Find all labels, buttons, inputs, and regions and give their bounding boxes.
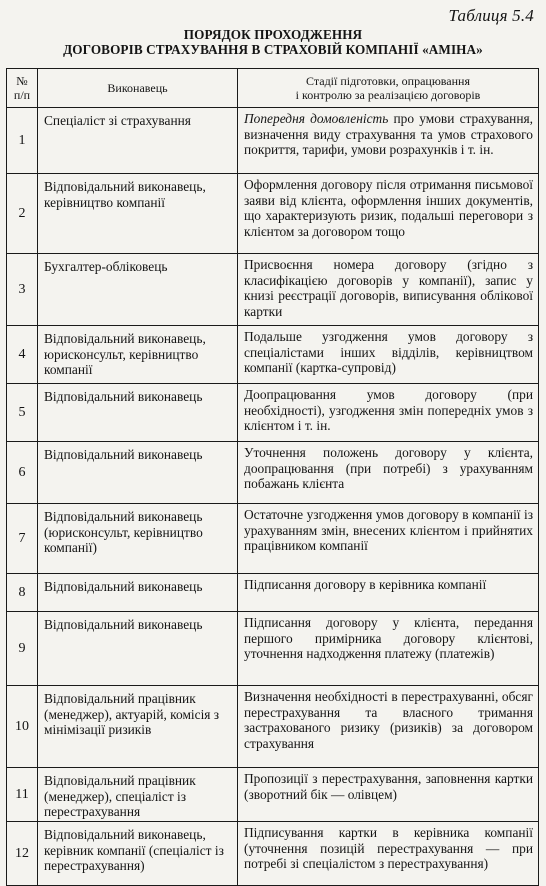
row-stage: [238, 326, 539, 384]
stage-text: Доопрацювання умов договору (при необхідності), узгодження змін попередніх умов з клієнтом і т. ін.: [244, 387, 533, 433]
row-number: 9: [7, 612, 38, 686]
header-number: № п/п: [7, 69, 38, 108]
row-performer: Відповідальний виконавець, юрисконсульт, керівництво компанії: [38, 326, 238, 384]
row-number: 1: [7, 108, 38, 174]
row-number: 8: [7, 574, 38, 612]
table-row: [7, 442, 539, 504]
row-performer: Відповідальний виконавець: [38, 442, 238, 504]
row-number: 12: [7, 822, 38, 886]
table-row: [7, 108, 539, 174]
row-stage: [238, 504, 539, 574]
row-performer: Відповідальний виконавець (юрисконсульт, керівництво компанії): [38, 504, 238, 574]
table-row: [7, 384, 539, 442]
row-performer: Відповідальний виконавець: [38, 612, 238, 686]
row-number: 10: [7, 686, 38, 768]
table-row: [7, 326, 539, 384]
row-stage: [238, 384, 539, 442]
stage-text: Пропозиції з перестрахування, заповнення картки (зворотний бік — олівцем): [244, 771, 533, 802]
header-stages: Стадії підготовки, опрацювання і контролю за реалізацією договорів: [238, 69, 539, 108]
table-row: [7, 504, 539, 574]
row-stage: [238, 768, 539, 822]
row-number: 11: [7, 768, 38, 822]
row-stage: [238, 822, 539, 886]
stage-text: Підписування картки в керівника компанії (уточнення позицій перестрахування — при потребі зі спеціалістом з перестрахування): [244, 825, 533, 871]
row-stage: [238, 686, 539, 768]
table-row: [7, 574, 539, 612]
row-performer: Бухгалтер-обліковець: [38, 254, 238, 326]
table-row: [7, 822, 539, 886]
stage-text: про умови страхування, визначення виду страхування та умов страхового покриття, тарифи, умови розрахунків і т. ін.: [244, 111, 533, 157]
stage-text: Присвоєння номера договору (згідно з класифікацією договорів у компанії), запис у книзі реєстрації договорів, виписування облікової картки: [244, 257, 533, 319]
table-row: [7, 254, 539, 326]
row-number: 2: [7, 174, 38, 254]
stage-text: Уточнення положень договору у клієнта, доопрацювання (при потребі) з урахуванням побажань клієнта: [244, 445, 533, 491]
insurance-contracts-table: [6, 68, 539, 886]
title-line-1: ПОРЯДОК ПРОХОДЖЕННЯ: [183, 27, 363, 42]
table-row: [7, 768, 539, 822]
row-performer: Відповідальний працівник (менеджер), актуарій, комісія з мінімізації ризиків: [38, 686, 238, 768]
row-stage: [238, 612, 539, 686]
row-stage: [238, 574, 539, 612]
row-performer: Відповідальний виконавець: [38, 384, 238, 442]
stage-text: Остаточне узгодження умов договору в компанії із урахуванням змін, внесених клієнтом і прийнятих працівником компанії: [244, 507, 533, 553]
row-stage: [238, 108, 539, 174]
row-stage: [238, 174, 539, 254]
row-performer: Відповідальний виконавець: [38, 574, 238, 612]
row-performer: Спеціаліст зі страхування: [38, 108, 238, 174]
row-performer: Відповідальний виконавець, керівник компанії (спеціаліст із перестрахування): [38, 822, 238, 886]
stage-text: Подальше узгодження умов договору з спеціалістами інших відділів, керівництвом компанії (картка-супровід): [244, 329, 533, 375]
row-number: 7: [7, 504, 38, 574]
row-number: 5: [7, 384, 38, 442]
row-number: 3: [7, 254, 38, 326]
row-number: 6: [7, 442, 38, 504]
row-number: 4: [7, 326, 38, 384]
stage-text: Визначення необхідності в перестрахуванні, обсяг перестрахування та власного тримання застрахованого ризику (ризиків) за договором страхування: [244, 689, 533, 751]
table-label: Таблиця 5.4: [448, 6, 534, 25]
header-performer: Виконавець: [38, 69, 238, 108]
table-header-row: [7, 69, 539, 108]
stage-text: Підписання договору в керівника компанії: [244, 577, 487, 592]
row-performer: Відповідальний працівник (менеджер), спеціаліст із перестрахування: [38, 768, 238, 822]
row-performer: Відповідальний виконавець, керівництво компанії: [38, 174, 238, 254]
table-body: [7, 108, 539, 886]
title-line-2: ДОГОВОРІВ СТРАХУВАННЯ В СТРАХОВІЙ КОМПАНІЇ «АМІНА»: [63, 42, 483, 57]
stage-emphasis: Попередня домовленість: [244, 111, 389, 126]
table-title: [0, 27, 546, 57]
stage-text: Підписання договору у клієнта, передання першого примірника договору клієнтові, уточнення надходження платежу (платежів): [244, 615, 533, 661]
table-row: [7, 612, 539, 686]
row-stage: [238, 442, 539, 504]
table-row: [7, 174, 539, 254]
row-stage: [238, 254, 539, 326]
stage-text: Оформлення договору після отримання письмової заяви від клієнта, оформлення інших документів, що характеризують ризик, подальші переговори з клієнтом за договором тощо: [244, 177, 533, 239]
table-row: [7, 686, 539, 768]
